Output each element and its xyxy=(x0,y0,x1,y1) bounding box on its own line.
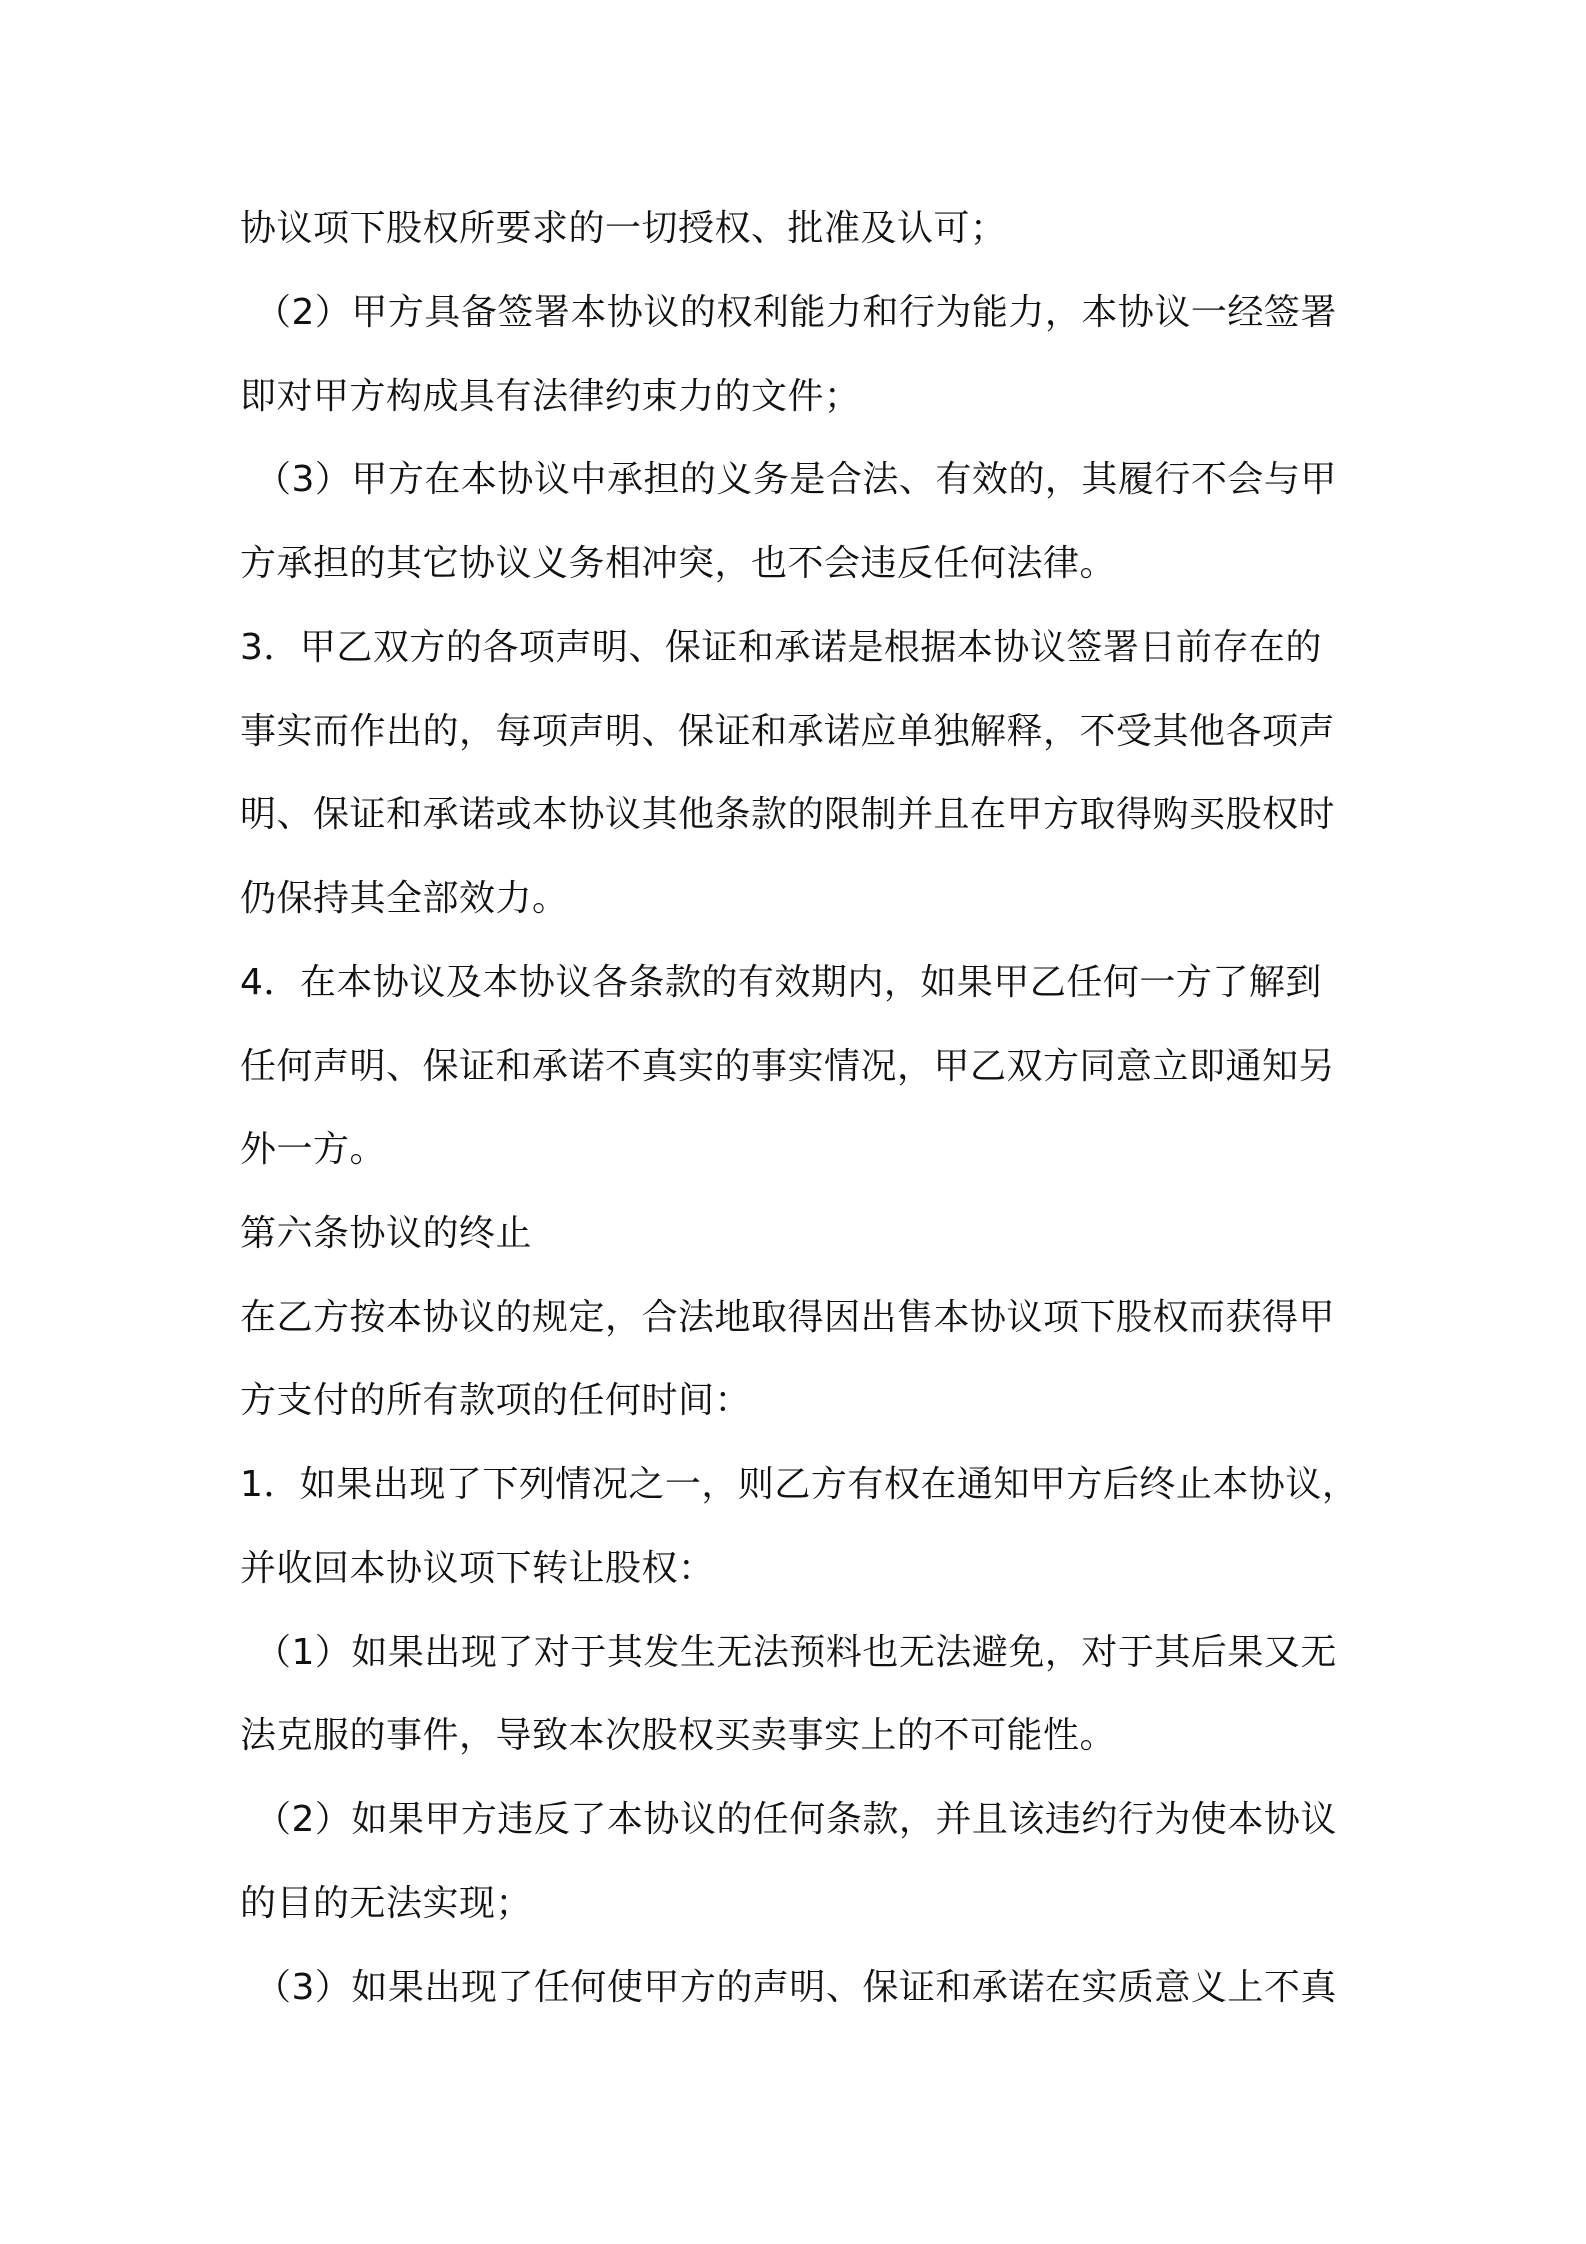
text-line: 即对甲方构成具有法律约束力的文件； xyxy=(240,376,861,417)
text-line: 法克服的事件，导致本次股权买卖事实上的不可能性。 xyxy=(240,1715,1117,1756)
text-line: （2）甲方具备签署本协议的权利能力和行为能力，本协议一经签署 xyxy=(255,292,1337,333)
text-line: 的目的无法实现； xyxy=(240,1883,533,1924)
text-line: 在乙方按本协议的规定，合法地取得因出售本协议项下股权而获得甲 xyxy=(240,1297,1336,1338)
text-line: （3）甲方在本协议中承担的义务是合法、有效的，其履行不会与甲 xyxy=(255,459,1337,500)
text-line: 4．在本协议及本协议各条款的有效期内，如果甲乙任何一方了解到 xyxy=(240,962,1322,1003)
text-line: （3）如果出现了任何使甲方的声明、保证和承诺在实质意义上不真 xyxy=(255,1967,1337,2008)
text-line: 仍保持其全部效力。 xyxy=(240,878,569,919)
text-line: （1）如果出现了对于其发生无法预料也无法避免，对于其后果又无 xyxy=(255,1632,1337,1673)
text-line: 明、保证和承诺或本协议其他条款的限制并且在甲方取得购买股权时 xyxy=(240,794,1336,835)
text-line: 事实而作出的，每项声明、保证和承诺应单独解释，不受其他各项声 xyxy=(240,711,1336,752)
text-line: 并收回本协议项下转让股权： xyxy=(240,1548,715,1589)
text-line: 方承担的其它协议义务相冲突，也不会违反任何法律。 xyxy=(240,543,1117,584)
section-heading: 第六条协议的终止 xyxy=(240,1213,533,1254)
text-line: 外一方。 xyxy=(240,1129,387,1170)
text-line: 协议项下股权所要求的一切授权、批准及认可； xyxy=(240,208,1007,249)
text-line: 1．如果出现了下列情况之一，则乙方有权在通知甲方后终止本协议， xyxy=(240,1464,1359,1505)
text-line: 3．甲乙双方的各项声明、保证和承诺是根据本协议签署日前存在的 xyxy=(240,627,1322,668)
text-line: （2）如果甲方违反了本协议的任何条款，并且该违约行为使本协议 xyxy=(255,1799,1337,1840)
text-line: 任何声明、保证和承诺不真实的事实情况，甲乙双方同意立即通知另 xyxy=(240,1046,1336,1087)
text-line: 方支付的所有款项的任何时间： xyxy=(240,1380,752,1421)
